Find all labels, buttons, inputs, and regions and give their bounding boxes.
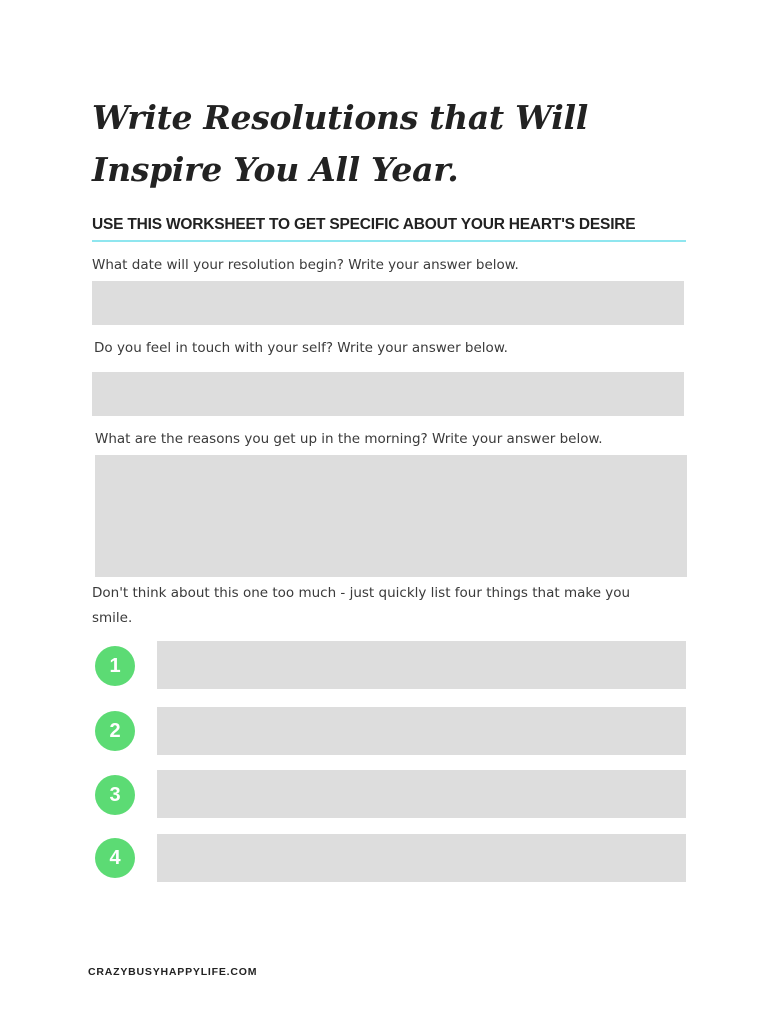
number-circle-1: 1 bbox=[95, 646, 135, 686]
answer-box-1[interactable] bbox=[92, 281, 684, 325]
question-1-prompt: What date will your resolution begin? Write your answer below. bbox=[92, 257, 519, 273]
page-title: Write Resolutions that Will Inspire You All Year. bbox=[92, 98, 588, 189]
list-answer-box-3[interactable] bbox=[157, 770, 686, 818]
question-4-prompt: Don't think about this one too much - just quickly list four things that make you smile. bbox=[92, 585, 631, 626]
list-answer-box-1[interactable] bbox=[157, 641, 686, 689]
subtitle-underline bbox=[92, 240, 686, 242]
footer-website: CRAZYBUSYHAPPYLIFE.COM bbox=[88, 966, 258, 978]
question-2-prompt: Do you feel in touch with your self? Write your answer below. bbox=[94, 340, 508, 356]
question-3-prompt: What are the reasons you get up in the morning? Write your answer below. bbox=[95, 431, 603, 447]
number-circle-2: 2 bbox=[95, 711, 135, 751]
worksheet-subtitle: USE THIS WORKSHEET TO GET SPECIFIC ABOUT YOUR HEART'S DESIRE bbox=[92, 216, 636, 233]
number-circle-4: 4 bbox=[95, 838, 135, 878]
list-answer-box-4[interactable] bbox=[157, 834, 686, 882]
number-circle-3: 3 bbox=[95, 775, 135, 815]
list-answer-box-2[interactable] bbox=[157, 707, 686, 755]
answer-box-3[interactable] bbox=[95, 455, 687, 577]
answer-box-2[interactable] bbox=[92, 372, 684, 416]
